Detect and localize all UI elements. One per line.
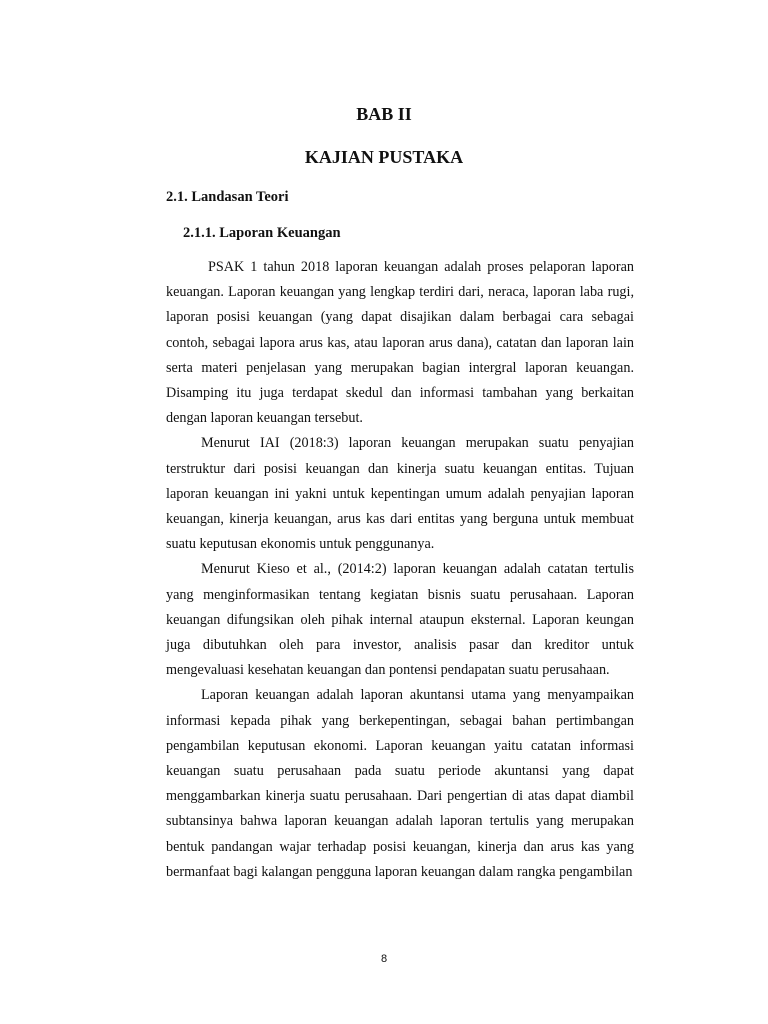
- paragraph-4: Laporan keuangan adalah laporan akuntansi utama yang menyampaikan informasi kepada pihak yang berkepentingan, sebagai bahan pertimbangan pengambilan keputusan ekonomi. Laporan keuangan yaitu catatan informasi keuangan suatu perusahaan pada suatu periode akuntansi yang dapat menggambarkan kinerja suatu perusahaan. Dari pengertian di atas dapat diambil subtansinya bahwa laporan keuangan adalah laporan tertulis yang merupakan bentuk pandangan wajar terhadap posisi keuangan, kinerja dan arus kas yang bermanfaat bagi kalangan pengguna laporan keuangan dalam rangka pengambilan: [166, 687, 634, 880]
- paragraph-2: Menurut IAI (2018:3) laporan keuangan merupakan suatu penyajian terstruktur dari posisi keuangan dan kinerja suatu keuangan entitas. Tujuan laporan keuangan ini yakni untuk kepentingan umum adalah penyajian laporan keuangan, kinerja keuangan, arus kas dari entitas yang berguna untuk membuat suatu keputusan ekonomis untuk penggunanya.: [166, 435, 634, 553]
- body-text: [166, 255, 634, 885]
- section-heading: 2.1. Landasan Teori: [166, 189, 289, 205]
- paragraph-1: PSAK 1 tahun 2018 laporan keuangan adalah proses pelaporan laporan keuangan. Laporan keuangan yang lengkap terdiri dari, neraca, laporan laba rugi, laporan posisi keuangan (yang dapat disajikan dalam berbagai cara sebagai contoh, sebagai lapora arus kas, atau laporan arus dana), catatan dan laporan lain serta materi penjelasan yang merupakan bagian intergral laporan keuangan. Disamping itu juga terdapat skedul dan informasi tambahan yang berkaitan dengan laporan keuangan tersebut.: [166, 259, 634, 427]
- page-number: 8: [380, 953, 388, 965]
- chapter-label: BAB II: [356, 104, 412, 124]
- subsection-heading: 2.1.1. Laporan Keuangan: [183, 225, 341, 241]
- paragraph-3: Menurut Kieso et al., (2014:2) laporan keuangan adalah catatan tertulis yang menginformasikan tentang kegiatan bisnis suatu perusahaan. Laporan keuangan difungsikan oleh pihak internal ataupun eksternal. Laporan keungan juga dibutuhkan oleh para investor, analisis pasar dan kreditor untuk mengevaluasi kesehatan keuangan dan pontensi pendapatan suatu perusahaan.: [166, 561, 634, 679]
- chapter-title: KAJIAN PUSTAKA: [304, 147, 464, 167]
